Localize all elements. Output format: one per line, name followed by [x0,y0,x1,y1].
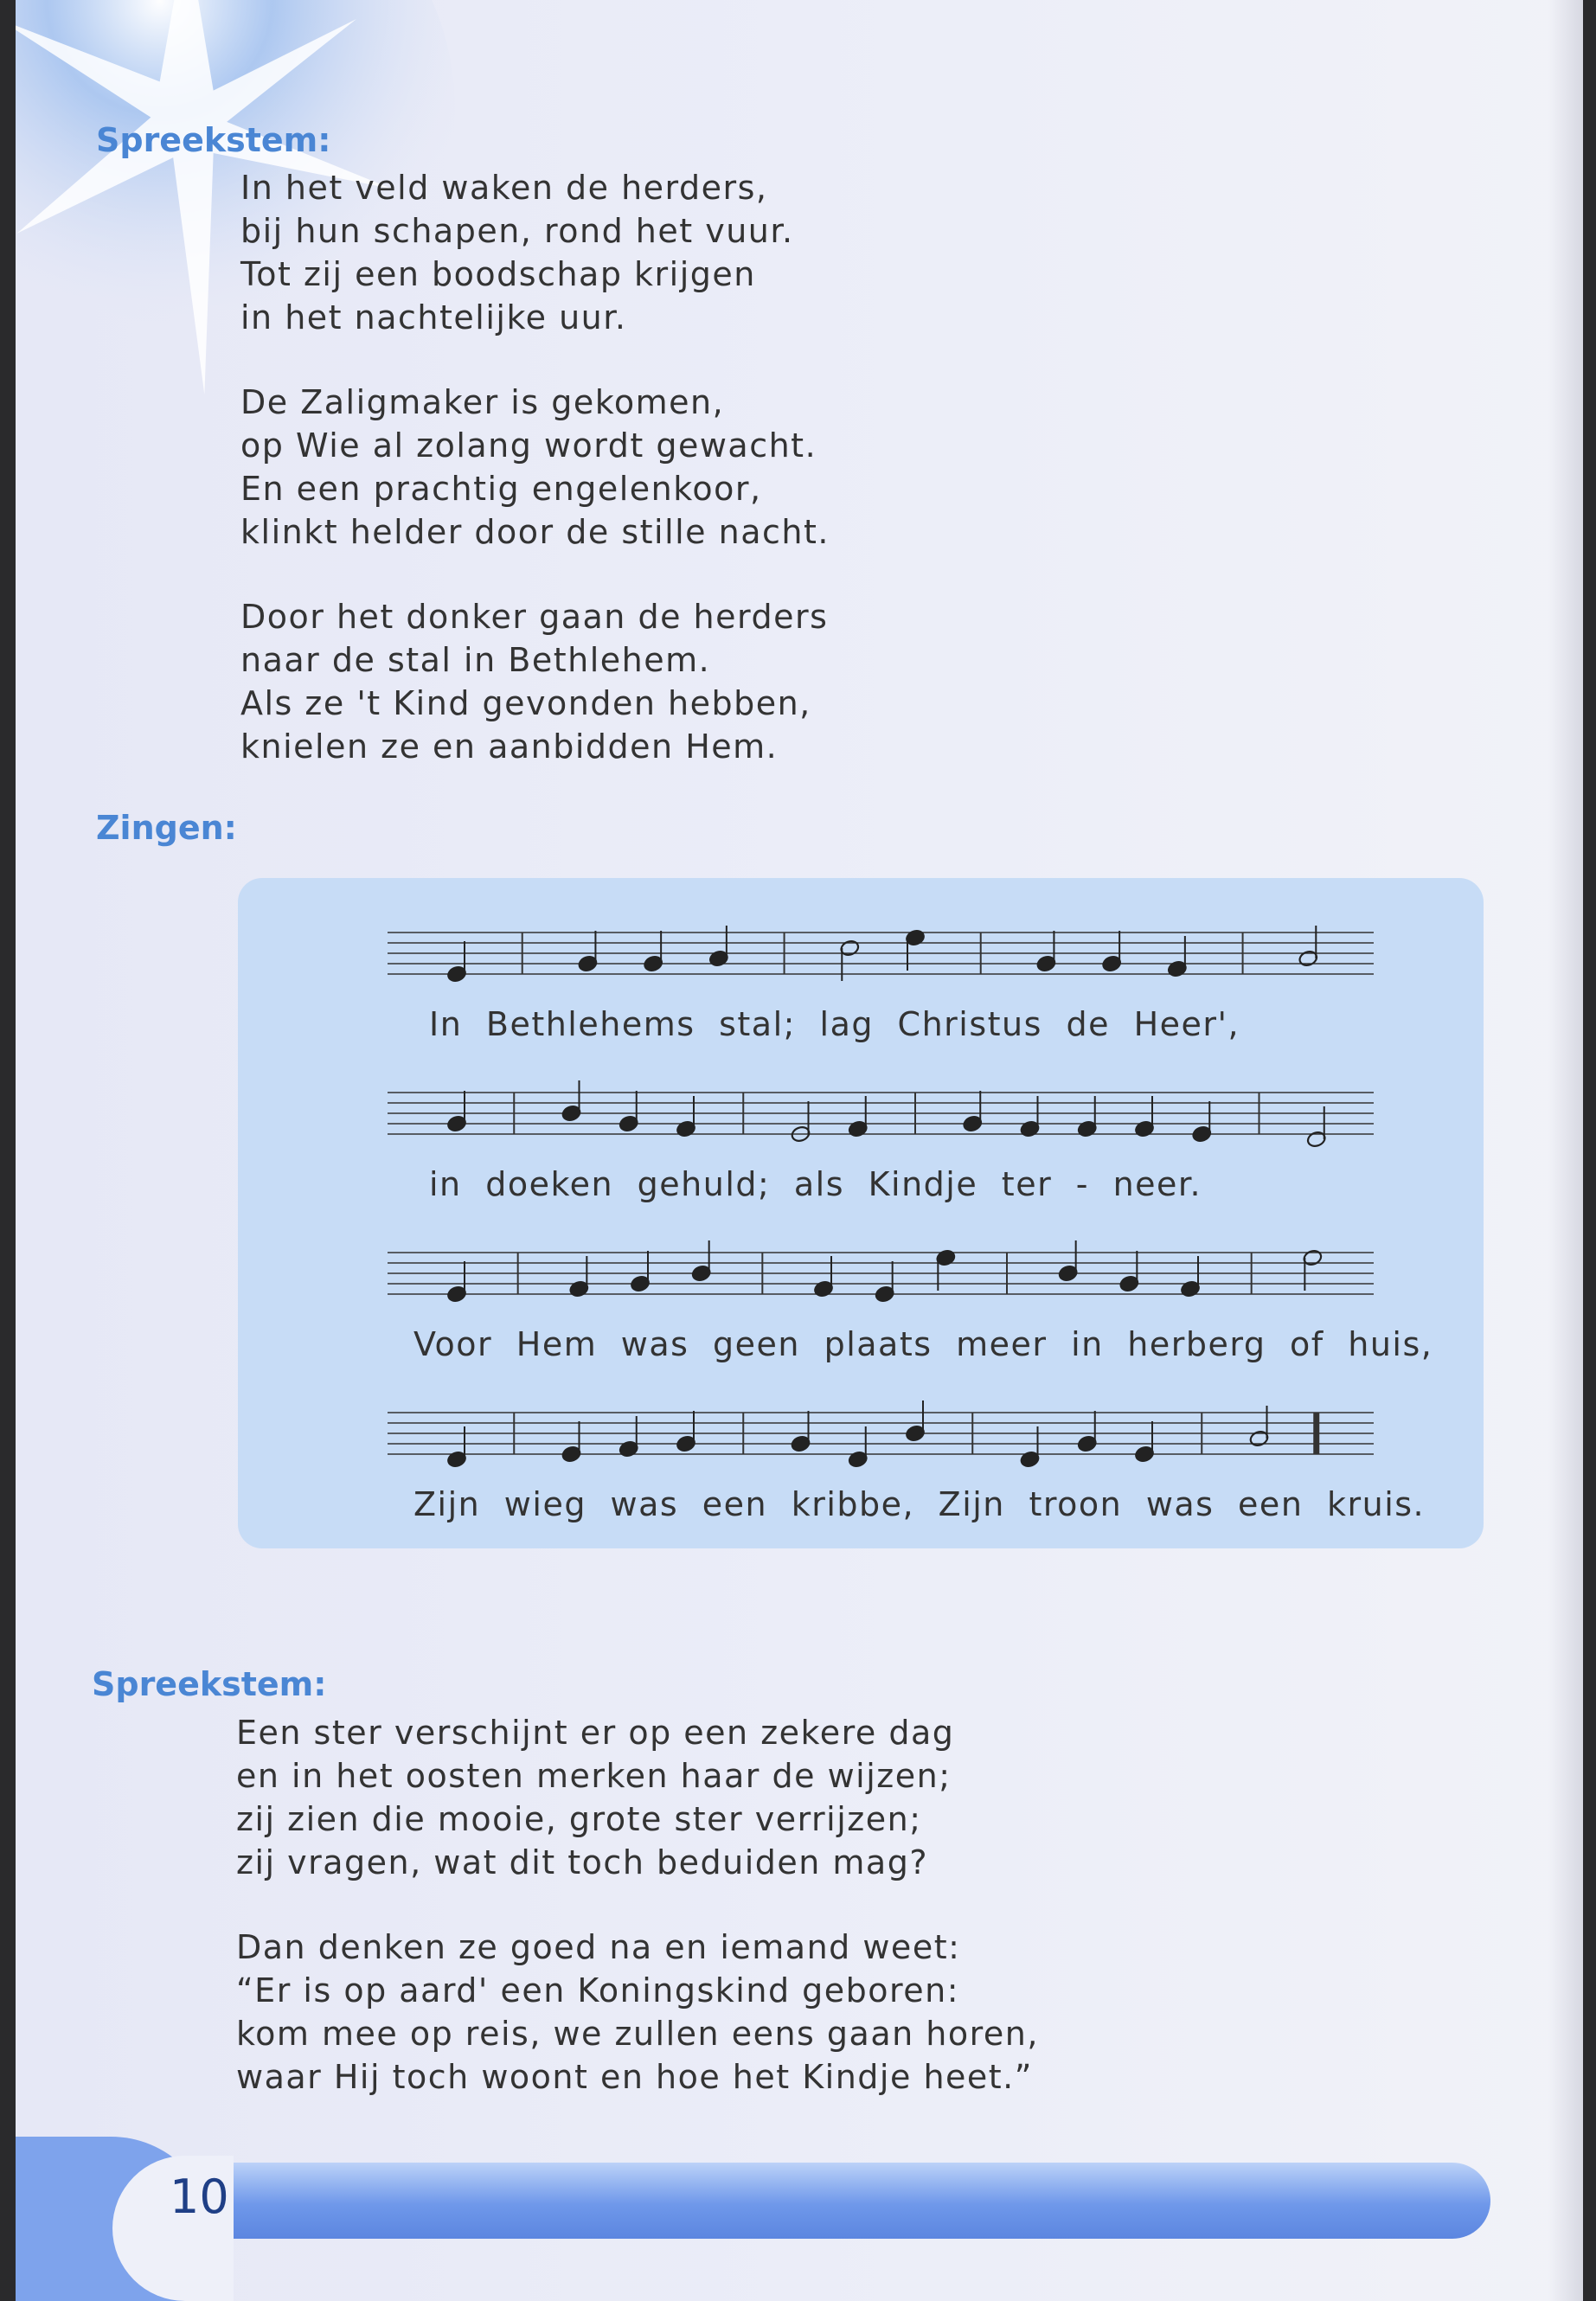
song-lyric-line: in doeken gehuld; als Kindje ter - neer. [429,1165,1202,1203]
verse-line: Tot zij een boodschap krijgen [240,255,756,293]
verse-line: en in het oosten merken haar de wijzen; [236,1757,952,1795]
stanza [240,381,830,554]
verse-line: Als ze 't Kind gevonden hebben, [240,684,811,722]
music-staff-notes [388,915,1374,993]
verse-line: zij vragen, wat dit toch beduiden mag? [236,1843,929,1881]
footer-bar [141,2163,1490,2239]
verse-line: naar de stal in Bethlehem. [240,641,711,679]
verse-line: Een ster verschijnt er op een zekere dag [236,1714,955,1752]
music-staff-notes [388,1395,1374,1473]
verse-line: waar Hij toch woont en hoe het Kindje heet.” [236,2058,1033,2096]
verse-line: kom mee op reis, we zullen eens gaan horen, [236,2015,1039,2053]
section-label-spreekstem: Spreekstem: [96,121,331,159]
verse-line: “Er is op aard' een Koningskind geboren: [236,1971,960,2009]
music-staff [388,915,1374,993]
music-staff [388,1075,1374,1153]
song-lyric-line: Voor Hem was geen plaats meer in herberg of huis, [413,1325,1433,1363]
music-staff-notes [388,1075,1374,1153]
stanza [240,595,828,768]
page-edge-shadow [1548,0,1583,2301]
stanza [240,166,794,339]
music-staff [388,1395,1374,1473]
section-label-zingen: Zingen: [96,809,237,847]
verse-line: Door het donker gaan de herders [240,598,829,636]
section-label-spreekstem: Spreekstem: [92,1665,327,1703]
page [16,0,1583,2301]
verse-line: De Zaligmaker is gekomen, [240,383,725,421]
verse-line: Dan denken ze goed na en iemand weet: [236,1928,961,1966]
verse-line: zij zien die mooie, grote ster verrijzen; [236,1800,922,1838]
song-lyric-line: In Bethlehems stal; lag Christus de Heer', [429,1005,1240,1043]
verse-line: op Wie al zolang wordt gewacht. [240,426,817,465]
stanza [236,1711,954,1884]
music-staff [388,1235,1374,1313]
song-lyric-line: Zijn wieg was een kribbe, Zijn troon was een kruis. [413,1485,1426,1523]
verse-line: knielen ze en aanbidden Hem. [240,727,779,766]
music-staff-notes [388,1235,1374,1313]
verse-line: En een prachtig engelenkoor, [240,470,762,508]
stanza [236,1926,1039,2099]
verse-line: in het nachtelijke uur. [240,298,627,336]
verse-line: bij hun schapen, rond het vuur. [240,212,794,250]
page-number: 10 [170,2170,229,2224]
verse-line: klinkt helder door de stille nacht. [240,513,830,551]
verse-line: In het veld waken de herders, [240,169,768,207]
